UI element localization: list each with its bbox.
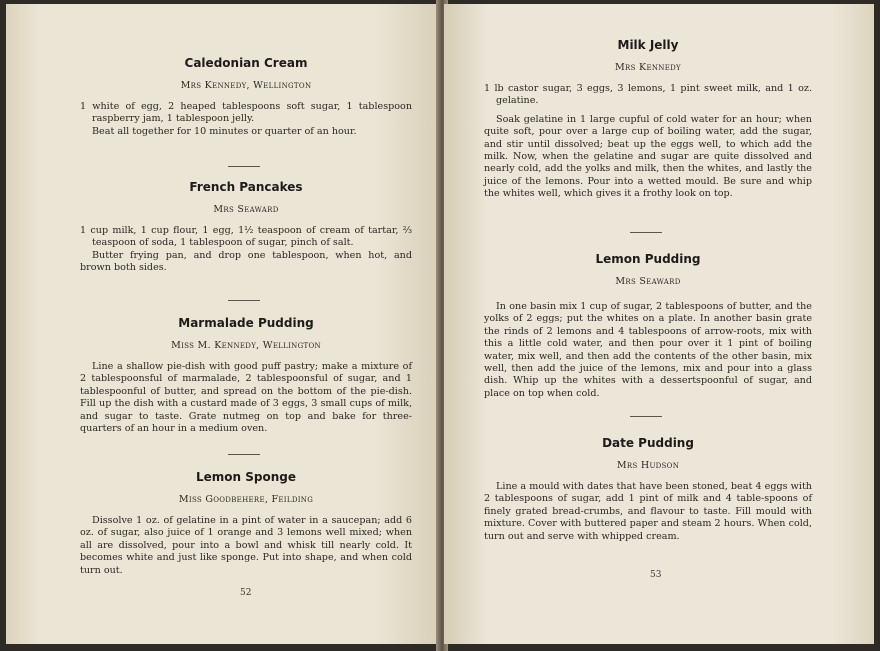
right-page: [444, 4, 874, 644]
divider: [228, 454, 260, 455]
recipe-author: Mrs Hudson: [616, 460, 680, 471]
divider: [228, 166, 260, 167]
recipe-title: Lemon Pudding: [595, 252, 701, 266]
recipe-author: Mrs Seaward: [213, 204, 279, 215]
recipe-method: In one basin mix 1 cup of sugar, 2 tablespoons of butter, and the yolks of 2 eggs; put the whites on a plate. In another basin grate the rinds of 2 lemons and 4 tablespoons of arrow-roots, mix with this a little cold water, and then pour over it 1 pint of boiling water, mix well, and then add the contents of the other basin, mix well, then add the juice of the lemons, mix and pour into a glass dish. Whip up the whites with a dessertspoonful of sugar, and place on top when cold.: [484, 301, 812, 399]
page-number: 52: [240, 588, 252, 598]
divider: [630, 416, 662, 417]
recipe-author: Mrs Kennedy: [615, 62, 681, 73]
recipe-method: Line a shallow pie-dish with good puff pastry; make a mixture of 2 tablespoonsful of marmalade, 2 tablespoonsful of sugar, and 1 tablespoonful of butter, and spread on the bottom of the pie-dish. Fill up the dish with a custard made of 3 eggs, 3 small cups of milk, and sugar to taste. Grate nutmeg on top and bake for three-quarters of an hour in a medium oven.: [80, 361, 412, 435]
recipe-method: Dissolve 1 oz. of gelatine in a pint of water in a saucepan; add 6 oz. of sugar, also juice of 1 orange and 3 lemons well mixed; when all are dissolved, pour into a bowl and whisk till nearly cold. It becomes white and just like sponge. Put into shape, and when cold turn out.: [80, 515, 412, 576]
recipe-title: French Pancakes: [189, 180, 303, 194]
recipe-method: Butter frying pan, and drop one tablespoon, when hot, and brown both sides.: [80, 249, 412, 274]
recipe-french-pancakes: [80, 180, 412, 275]
divider: [630, 232, 662, 233]
recipe-method: Line a mould with dates that have been stoned, beat 4 eggs with 2 tablespoons of sugar, add 1 pint of milk and 4 table-spoons of finely grated bread-crumbs, and flavour to taste. Fill mould with mixture. Cover with buttered paper and steam 2 hours. When cold, turn out and serve with whipped cream.: [484, 481, 812, 542]
recipe-title: Date Pudding: [602, 436, 694, 450]
recipe-title: Lemon Sponge: [195, 470, 296, 484]
recipe-milk-jelly: [484, 38, 812, 201]
recipe-author: Mrs Seaward: [615, 276, 681, 287]
recipe-title: Milk Jelly: [617, 38, 679, 52]
recipe-method: Soak gelatine in 1 large cupful of cold water for an hour; when quite soft, pour over a large cup of boiling water, add the sugar, and stir until dissolved; beat up the eggs well, to which add the milk. Now, when the gelatine and sugar are quite dissolved and nearly cold, add the yolks and milk, then the whites, and lastly the juice of the lemons. Pour into a wetted mould. Be sure and whip the whites well, which gives it a frothy look on top.: [484, 113, 812, 200]
recipe-caledonian-cream: [80, 56, 412, 138]
left-page: [6, 4, 440, 644]
recipe-marmalade-pudding: [80, 316, 412, 435]
recipe-lemon-sponge: [80, 470, 412, 577]
recipe-lemon-pudding: [484, 252, 812, 400]
recipe-author: Mrs Kennedy, Wellington: [180, 80, 312, 91]
recipe-date-pudding: [484, 436, 812, 543]
recipe-title: Caledonian Cream: [184, 56, 308, 70]
recipe-author: Miss Goodbehere, Feilding: [178, 494, 314, 505]
recipe-method: Beat all together for 10 minutes or quarter of an hour.: [92, 125, 357, 137]
recipe-ingredients: 1 white of egg, 2 heaped tablespoons soft sugar, 1 tablespoon raspberry jam, 1 tablespoon jelly.: [80, 101, 412, 125]
divider: [228, 300, 260, 301]
recipe-author: Miss M. Kennedy, Wellington: [171, 340, 321, 351]
recipe-title: Marmalade Pudding: [178, 316, 314, 330]
recipe-ingredients: 1 lb castor sugar, 3 eggs, 3 lemons, 1 pint sweet milk, and 1 oz. gelatine.: [484, 83, 812, 107]
page-number: 53: [650, 570, 662, 580]
recipe-ingredients: 1 cup milk, 1 cup flour, 1 egg, 1½ teaspoon of cream of tartar, ⅔ teaspoon of soda, 1 tablespoon of sugar, pinch of salt.: [80, 225, 412, 249]
